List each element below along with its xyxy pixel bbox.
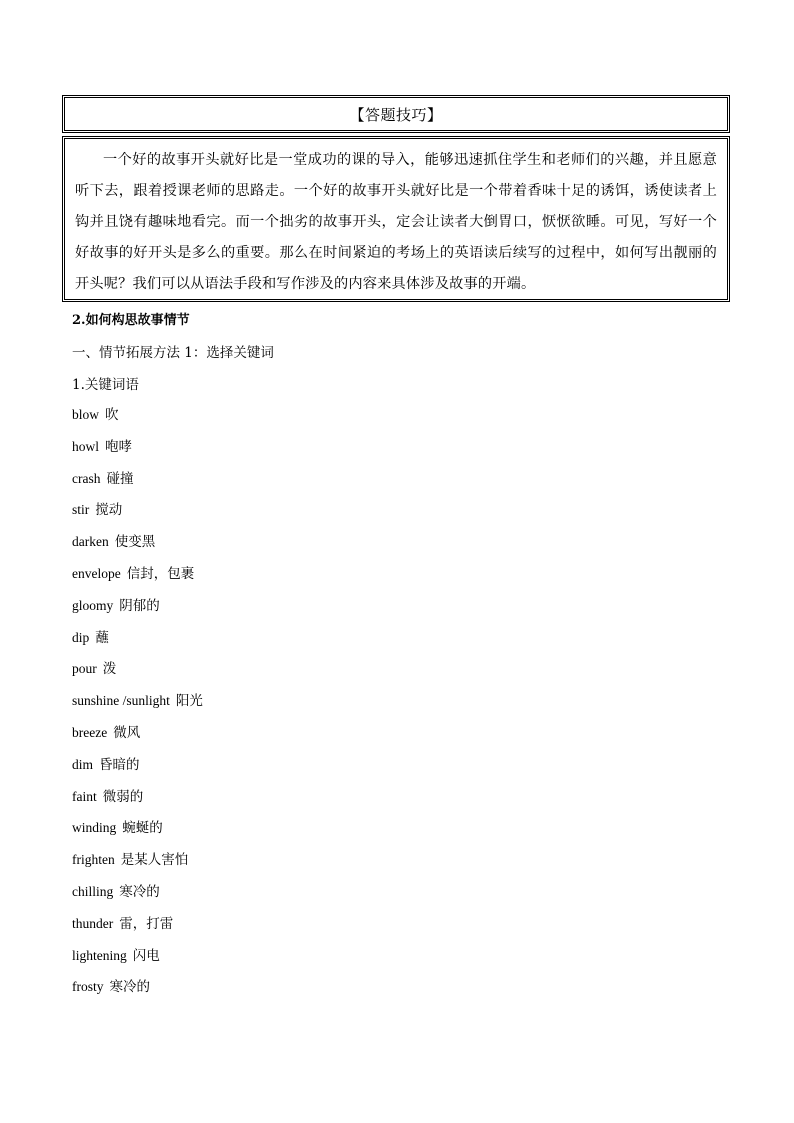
vocab-item (72, 849, 203, 881)
vocab-english: darken (72, 534, 109, 550)
vocab-english: gloomy (72, 597, 114, 613)
vocab-english: dip (72, 629, 90, 645)
vocab-chinese: 闪电 (132, 947, 160, 964)
vocab-item (72, 436, 203, 468)
vocab-chinese: 寒冷的 (109, 979, 150, 996)
vocab-english: dim (72, 756, 94, 772)
vocab-chinese: 使变黑 (114, 534, 156, 551)
vocab-english: stir (72, 502, 90, 518)
vocab-chinese: 是某人害怕 (120, 852, 189, 869)
vocab-chinese: 昏暗的 (99, 756, 140, 773)
vocab-english: crash (72, 470, 101, 486)
vocab-english: thunder (72, 915, 114, 931)
vocab-item (72, 913, 203, 945)
vocab-chinese: 阴郁的 (119, 597, 160, 614)
vocab-chinese: 吹 (105, 407, 119, 423)
vocab-chinese: 蜿蜒的 (122, 820, 163, 837)
vocab-english: breeze (72, 724, 108, 740)
vocab-english: howl (72, 438, 99, 454)
vocab-item (72, 754, 203, 786)
vocab-item (72, 786, 203, 818)
section-heading: 2.如何构思故事情节 (72, 313, 190, 328)
vocab-item (72, 945, 203, 977)
sub-heading: 一、情节拓展方法 1：选择关键词 (72, 345, 274, 361)
vocab-item (72, 817, 203, 849)
vocab-chinese: 微风 (113, 724, 141, 741)
vocab-chinese: 雷，打雷 (119, 915, 174, 932)
vocab-item (72, 627, 203, 659)
vocab-item (72, 404, 203, 436)
vocab-item (72, 976, 203, 1008)
vocab-english: blow (72, 407, 99, 422)
vocab-chinese: 寒冷的 (119, 883, 160, 900)
vocab-chinese: 信封，包裹 (126, 565, 195, 582)
vocab-chinese: 泼 (102, 661, 117, 678)
vocab-english: sunshine /sunlight (72, 693, 170, 709)
vocab-item (72, 658, 203, 690)
vocab-item (72, 722, 203, 754)
vocab-item (72, 531, 203, 563)
vocab-item (72, 881, 203, 913)
tip-box-body: 一个好的故事开头就好比是一堂成功的课的导入，能够迅速抓住学生和老师们的兴趣，并且愿意听下去，跟着授课老师的思路走。一个好的故事开头就好比是一个带着香味十足的诱饵，诱使读者上钩并且饶有趣味地看完。而一个拙劣的故事开头，定会让读者大倒胃口，恹恹欲睡。可见，写好一个好故事的好开头是多么的重要。那么在时间紧迫的考场上的英语读后续写的过程中，如何写出靓丽的开头呢？我们可以从语法手段和写作涉及的内容来具体涉及故事的开端。 (62, 136, 730, 302)
vocab-english: pour (72, 661, 97, 677)
vocab-chinese: 微弱的 (102, 788, 144, 805)
vocab-chinese: 阳光 (175, 693, 203, 710)
vocab-english: winding (72, 820, 117, 836)
vocab-item (72, 563, 203, 595)
vocab-chinese: 搅动 (95, 502, 123, 519)
vocab-english: faint (72, 788, 97, 804)
vocab-chinese: 咆哮 (105, 438, 132, 455)
vocab-chinese: 蘸 (95, 629, 109, 646)
vocab-english: frosty (72, 979, 104, 995)
vocab-item (72, 468, 203, 500)
vocab-english: lightening (72, 947, 127, 963)
tip-box-title (62, 95, 730, 133)
vocab-english: frighten (72, 852, 115, 868)
vocab-english: chilling (72, 883, 114, 899)
vocab-item (72, 690, 203, 722)
tip-box-title-text: 【答题技巧】 (349, 105, 443, 124)
vocab-english: envelope (72, 565, 121, 581)
vocab-chinese: 碰撞 (106, 470, 134, 487)
vocab-list (72, 404, 203, 1008)
vocab-item (72, 595, 203, 627)
vocab-list-heading: 1.关键词语 (72, 377, 139, 393)
vocab-item (72, 499, 203, 531)
